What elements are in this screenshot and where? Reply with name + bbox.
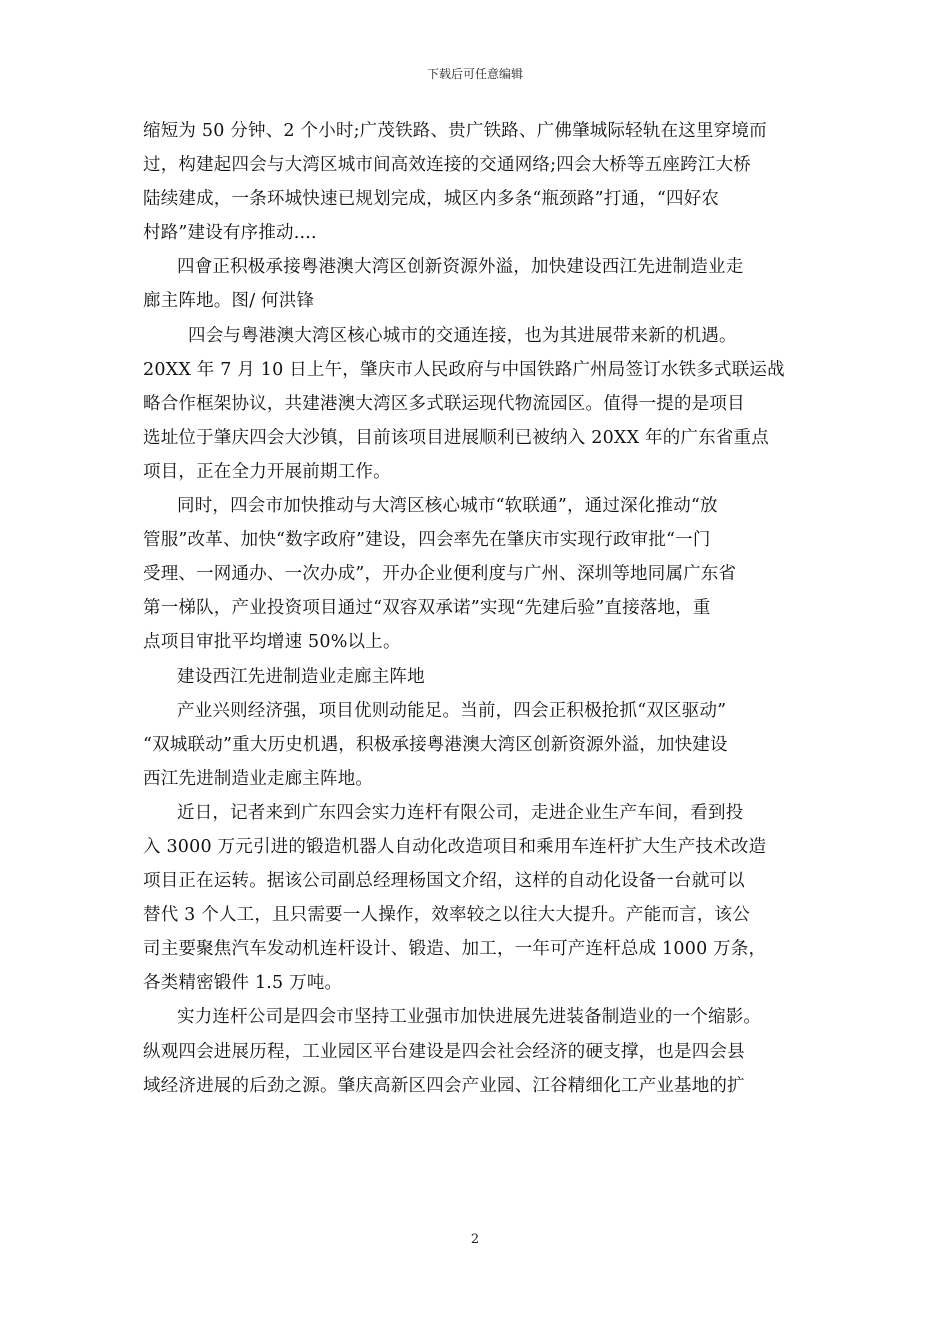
text-line: 四會正积极承接粤港澳大湾区创新资源外溢，加快建设西江先进制造业走	[177, 257, 744, 278]
text-line: 替代 3 个人工，且只需要一人操作，效率较之以往大大提升。产能而言，该公	[143, 905, 750, 926]
section-heading: 建设西江先进制造业走廊主阵地	[177, 666, 425, 687]
text-line: 同时，四会市加快推动与大湾区核心城市“软联通”，通过深化推动“放	[177, 496, 718, 517]
text-line: 入 3000 万元引进的锻造机器人自动化改造项目和乘用车连杆扩大生产技术改造	[143, 836, 767, 857]
page-number: 2	[470, 1232, 480, 1247]
document-body	[143, 114, 811, 1103]
text-line: 过，构建起四会与大湾区城市间高效连接的交通网络;四会大桥等五座跨江大桥	[143, 155, 751, 176]
text-line: 项目，正在全力开展前期工作。	[143, 461, 391, 482]
text-line: 纵观四会进展历程，工业园区平台建设是四会社会经济的硬支撑，也是四会县	[143, 1041, 745, 1062]
text-line: 西江先进制造业走廊主阵地。	[143, 768, 374, 789]
text-line: 受理、一网通办、一次办成”，开办企业便利度与广州、深圳等地同属广东省	[143, 564, 737, 585]
text-line: 实力连杆公司是四会市坚持工业强市加快进展先进装备制造业的一个缩影。	[177, 1007, 762, 1028]
text-line: 缩短为 50 分钟、2 个小时;广茂铁路、贵广铁路、广佛肇城际轻轨在这里穿境而	[143, 121, 767, 141]
text-line: 司主要聚焦汽车发动机连杆设计、锻造、加工，一年可产连杆总成 1000 万条，	[143, 939, 767, 960]
text-line: 陆续建成，一条环城快速已规划完成，城区内多条“瓶颈路”打通，“四好农	[143, 189, 720, 210]
text-line: 域经济进展的后劲之源。肇庆高新区四会产业园、江谷精细化工产业基地的扩	[143, 1075, 745, 1096]
text-line: 廊主阵地。图/ 何洪锋	[143, 291, 315, 312]
text-line: 管服”改革、加快“数字政府”建设，四会率先在肇庆市实现行政审批“一门	[143, 530, 711, 551]
text-line: 项目正在运转。据该公司副总经理杨国文介绍，这样的自动化设备一台就可以	[143, 871, 745, 892]
text-line: 各类精密锻件 1.5 万吨。	[143, 973, 343, 994]
text-line: 村路”建设有序推动....	[143, 223, 317, 244]
page-header: 下载后可任意编辑	[426, 67, 523, 81]
text-line: 点项目审批平均增速 50%以上。	[143, 632, 401, 653]
text-line: 选址位于肇庆四会大沙镇，目前该项目进展顺利已被纳入 20XX 年的广东省重点	[143, 427, 769, 448]
text-line: 略合作框架协议，共建港澳大湾区多式联运现代物流园区。值得一提的是项目	[143, 393, 745, 414]
text-line: 第一梯队，产业投资项目通过“双容双承诺”实现“先建后验”直接落地，重	[143, 598, 711, 619]
text-line: “双城联动”重大历史机遇，积极承接粤港澳大湾区创新资源外溢，加快建设	[143, 734, 728, 755]
text-line: 四会与粤港澳大湾区核心城市的交通连接，也为其进展带来新的机遇。	[188, 325, 737, 346]
text-line: 产业兴则经济强，项目优则动能足。当前，四会正积极抢抓“双区驱动”	[177, 700, 727, 721]
text-line: 20XX 年 7 月 10 日上午，肇庆市人民政府与中国铁路广州局签订水铁多式联运战	[143, 359, 785, 380]
text-line: 近日，记者来到广东四会实力连杆有限公司，走进企业生产车间，看到投	[177, 802, 744, 823]
